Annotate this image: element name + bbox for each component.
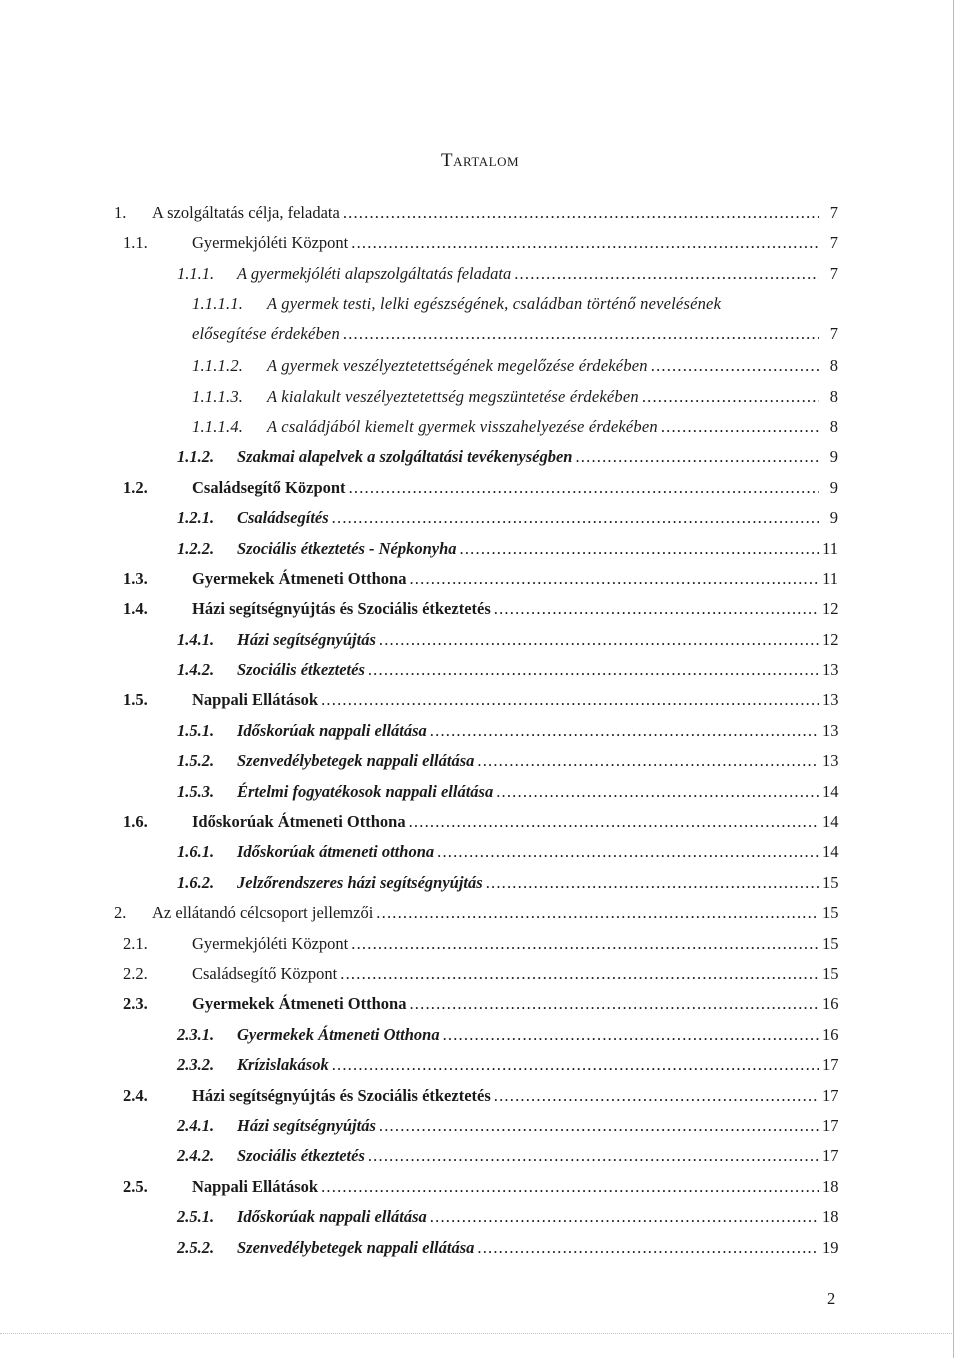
- toc-entry-title: Szakmai alapelvek a szolgáltatási tevékenységben: [237, 447, 573, 467]
- toc-entry-number: 1.4.2.: [177, 660, 215, 680]
- toc-entry-title: Időskorúak nappali ellátása: [237, 1207, 427, 1227]
- toc-entry-page: 9: [829, 477, 838, 497]
- dot-leader: [376, 898, 819, 928]
- page-bottom-edge: [0, 1333, 954, 1334]
- toc-entry-title: Az ellátandó célcsoport jellemzői: [152, 903, 374, 923]
- toc-entry-title: Szenvedélybetegek nappali ellátása: [237, 1237, 475, 1257]
- toc-entry-page: 12: [822, 599, 839, 619]
- toc-entry[interactable]: [0, 898, 960, 928]
- dot-leader: [477, 746, 819, 776]
- toc-entry-page: 18: [822, 1176, 839, 1196]
- toc-entry[interactable]: [0, 259, 960, 289]
- toc-entry-page: 15: [822, 903, 839, 923]
- toc-entry[interactable]: [0, 746, 960, 776]
- toc-entry-page: 9: [829, 447, 838, 467]
- toc-list: [0, 198, 960, 1263]
- dot-leader: [575, 442, 819, 472]
- dot-leader: [430, 1202, 819, 1232]
- toc-entry-title: Családsegítő Központ: [192, 477, 346, 497]
- dot-leader: [437, 837, 819, 867]
- toc-entry[interactable]: [0, 929, 960, 959]
- toc-entry-number: 1.2.2.: [177, 538, 215, 558]
- toc-entry-page: 17: [822, 1055, 839, 1075]
- dot-leader: [443, 1020, 819, 1050]
- toc-entry-number: 1.2.: [123, 477, 148, 497]
- toc-entry-title: A családjából kiemelt gyermek visszahelyezése érdekében: [267, 416, 658, 436]
- toc-entry[interactable]: [0, 594, 960, 624]
- toc-entry-page: 13: [822, 690, 839, 710]
- dot-leader: [409, 989, 819, 1019]
- toc-entry-page: 17: [822, 1115, 839, 1135]
- toc-entry-title: Időskorúak nappali ellátása: [237, 720, 427, 740]
- toc-entry[interactable]: [0, 1111, 960, 1141]
- dot-leader: [409, 564, 819, 594]
- toc-entry-number: 1.3.: [123, 568, 148, 588]
- toc-entry-title: A kialakult veszélyeztetettség megszüntetése érdekében: [267, 386, 639, 406]
- toc-entry[interactable]: [0, 412, 960, 442]
- dot-leader: [332, 1050, 819, 1080]
- toc-entry-number: 2.3.: [123, 994, 148, 1014]
- toc-entry-title: A szolgáltatás célja, feladata: [152, 203, 340, 222]
- toc-entry-number: 1.4.1.: [177, 629, 215, 649]
- page-number: 2: [827, 1289, 836, 1308]
- toc-entry-title: Nappali Ellátások: [192, 690, 319, 710]
- dot-leader: [409, 807, 819, 837]
- toc-entry-page: 14: [822, 812, 839, 832]
- toc-entry-page: 15: [822, 933, 839, 953]
- dot-leader: [321, 685, 819, 715]
- toc-entry-number: 1.2.1.: [177, 508, 215, 528]
- toc-entry-page: 13: [822, 751, 839, 771]
- toc-entry-title: Gyermekek Átmeneti Otthona: [192, 568, 407, 588]
- toc-entry-page: 9: [829, 508, 838, 528]
- dot-leader: [651, 351, 819, 381]
- toc-entry-number: 1.6.1.: [177, 842, 215, 862]
- toc-entry-title: Nappali Ellátások: [192, 1176, 319, 1196]
- toc-entry[interactable]: [0, 625, 960, 655]
- toc-entry-page: 19: [822, 1237, 839, 1257]
- toc-entry-page: 11: [822, 568, 838, 588]
- dot-leader: [486, 868, 819, 898]
- toc-entry-title: Jelzőrendszeres házi segítségnyújtás: [237, 872, 483, 892]
- toc-entry-page: 16: [822, 994, 839, 1014]
- toc-entry-title: Értelmi fogyatékosok nappali ellátása: [237, 781, 494, 801]
- toc-entry-title: A gyermekjóléti alapszolgáltatás feladata: [237, 263, 512, 283]
- toc-entry-page: 13: [822, 660, 839, 680]
- toc-entry-number: 1.5.2.: [177, 751, 215, 771]
- toc-entry-number: 1.5.1.: [177, 720, 215, 740]
- dot-leader: [496, 777, 819, 807]
- toc-entry-number: 1.1.: [123, 233, 148, 253]
- toc-entry-number: 1.1.2.: [177, 447, 215, 467]
- toc-entry-page: 18: [822, 1207, 839, 1227]
- toc-entry-title: Családsegítő Központ: [192, 963, 338, 983]
- toc-entry-number: 1.: [114, 203, 127, 222]
- dot-leader: [343, 319, 819, 349]
- toc-entry-number: 2.5.2.: [177, 1237, 215, 1257]
- toc-entry-title: Házi segítségnyújtás: [237, 629, 376, 649]
- toc-entry-number: 1.6.: [123, 812, 148, 832]
- toc-entry[interactable]: [0, 868, 960, 898]
- dot-leader: [321, 1172, 819, 1202]
- toc-entry-number: 2.4.1.: [177, 1115, 215, 1135]
- toc-entry[interactable]: [0, 503, 960, 533]
- toc-entry-page: 8: [829, 356, 838, 376]
- toc-entry-page: 16: [822, 1024, 839, 1044]
- toc-entry-number: 2.3.2.: [177, 1055, 215, 1075]
- toc-entry-title: Gyermekjóléti Központ: [192, 933, 349, 953]
- toc-entry[interactable]: [0, 198, 960, 228]
- toc-entry-number: 1.5.: [123, 690, 148, 710]
- toc-entry-title: Házi segítségnyújtás és Szociális étkeztetés: [192, 599, 491, 619]
- toc-entry[interactable]: [0, 351, 960, 381]
- toc-entry-page: 12: [822, 629, 839, 649]
- toc-entry-title: Házi segítségnyújtás: [237, 1115, 376, 1135]
- toc-entry-number: 1.1.1.1.: [192, 294, 244, 314]
- toc-entry[interactable]: [0, 959, 960, 989]
- toc-entry-page: 7: [829, 263, 838, 283]
- toc-entry-number: 2.2.: [123, 963, 148, 983]
- toc-entry-page: 14: [822, 781, 839, 801]
- toc-entry[interactable]: [0, 807, 960, 837]
- dot-leader: [514, 259, 819, 289]
- toc-entry-title: Gyermekek Átmeneti Otthona: [192, 994, 407, 1014]
- toc-entry-title: Időskorúak Átmeneti Otthona: [192, 812, 406, 832]
- toc-entry-page: 17: [822, 1146, 839, 1166]
- toc-entry[interactable]: [0, 989, 960, 1019]
- toc-entry-page: 11: [822, 538, 838, 558]
- toc-entry-number: 2.: [114, 903, 127, 923]
- toc-entry[interactable]: [0, 473, 960, 503]
- toc-entry-title: Krízislakások: [237, 1055, 329, 1075]
- toc-entry-number: 1.1.1.2.: [192, 356, 244, 376]
- toc-entry-title: elősegítése érdekében: [192, 324, 340, 344]
- toc-entry-number: 1.4.: [123, 599, 148, 619]
- toc-title: Tartalom: [440, 150, 520, 171]
- toc-entry-number: 2.4.: [123, 1085, 148, 1105]
- toc-entry-number: 1.1.1.: [177, 263, 215, 283]
- toc-entry-title: Házi segítségnyújtás és Szociális étkeztetés: [192, 1085, 491, 1105]
- toc-entry[interactable]: [0, 1233, 960, 1263]
- toc-entry[interactable]: [0, 1141, 960, 1171]
- toc-entry-title: Időskorúak átmeneti otthona: [237, 842, 435, 862]
- toc-entry-title: Szociális étkeztetés - Népkonyha: [237, 538, 457, 558]
- toc-entry-number: 1.5.3.: [177, 781, 215, 801]
- toc-entry[interactable]: [0, 655, 960, 685]
- dot-leader: [351, 228, 819, 258]
- toc-entry-number: 1.1.1.3.: [192, 386, 244, 406]
- toc-entry[interactable]: [0, 1202, 960, 1232]
- toc-entry-page: 7: [829, 233, 838, 253]
- dot-leader: [494, 594, 819, 624]
- toc-entry-title: A gyermek veszélyeztetettségének megelőzése érdekében: [267, 356, 648, 376]
- toc-entry-title: Családsegítés: [237, 508, 329, 528]
- toc-entry-number: 1.6.2.: [177, 872, 215, 892]
- toc-entry-title: Szenvedélybetegek nappali ellátása: [237, 751, 475, 771]
- dot-leader: [477, 1233, 819, 1263]
- toc-entry[interactable]: [0, 1050, 960, 1080]
- toc-entry[interactable]: [0, 685, 960, 715]
- dot-leader: [343, 198, 819, 228]
- dot-leader: [332, 503, 819, 533]
- toc-entry[interactable]: [0, 837, 960, 867]
- dot-leader: [340, 959, 819, 989]
- toc-entry[interactable]: [0, 228, 960, 258]
- toc-entry[interactable]: [0, 1172, 960, 1202]
- toc-entry[interactable]: [0, 534, 960, 564]
- dot-leader: [379, 625, 819, 655]
- dot-leader: [642, 382, 819, 412]
- toc-entry-title: Szociális étkeztetés: [237, 1146, 365, 1166]
- toc-entry[interactable]: [0, 716, 960, 746]
- toc-entry[interactable]: [0, 442, 960, 472]
- toc-entry-title: Szociális étkeztetés: [237, 660, 365, 680]
- toc-entry-title: Gyermekek Átmeneti Otthona: [237, 1024, 440, 1044]
- toc-entry-title: Gyermekjóléti Központ: [192, 233, 349, 253]
- dot-leader: [349, 473, 819, 503]
- toc-entry-page: 7: [829, 203, 838, 222]
- toc-entry-number: 1.1.1.4.: [192, 416, 244, 436]
- toc-entry-number: 2.1.: [123, 933, 148, 953]
- dot-leader: [494, 1081, 819, 1111]
- dot-leader: [460, 534, 819, 564]
- toc-entry-number: 2.4.2.: [177, 1146, 215, 1166]
- toc-entry-page: 14: [822, 842, 839, 862]
- dot-leader: [368, 1141, 819, 1171]
- dot-leader: [661, 412, 819, 442]
- toc-entry-page: 15: [822, 963, 839, 983]
- dot-leader: [430, 716, 819, 746]
- toc-entry[interactable]: [0, 382, 960, 412]
- toc-entry-page: 13: [822, 720, 839, 740]
- toc-entry-title-line1: A gyermek testi, lelki egészségének, családban történő nevelésének: [267, 294, 722, 314]
- dot-leader: [368, 655, 819, 685]
- toc-entry[interactable]: [0, 1081, 960, 1111]
- toc-entry[interactable]: [0, 1020, 960, 1050]
- toc-entry-page: 17: [822, 1085, 839, 1105]
- toc-entry-page: 8: [829, 386, 838, 406]
- toc-entry-page: 15: [822, 872, 839, 892]
- toc-entry-number: 2.5.: [123, 1176, 148, 1196]
- dot-leader: [351, 929, 819, 959]
- toc-entry[interactable]: [0, 564, 960, 594]
- toc-entry[interactable]: [0, 777, 960, 807]
- dot-leader: [379, 1111, 819, 1141]
- toc-entry-number: 2.3.1.: [177, 1024, 215, 1044]
- toc-entry[interactable]: [0, 289, 960, 351]
- toc-entry-page: 8: [829, 416, 838, 436]
- toc-entry-page: 7: [829, 324, 838, 344]
- toc-entry-number: 2.5.1.: [177, 1207, 215, 1227]
